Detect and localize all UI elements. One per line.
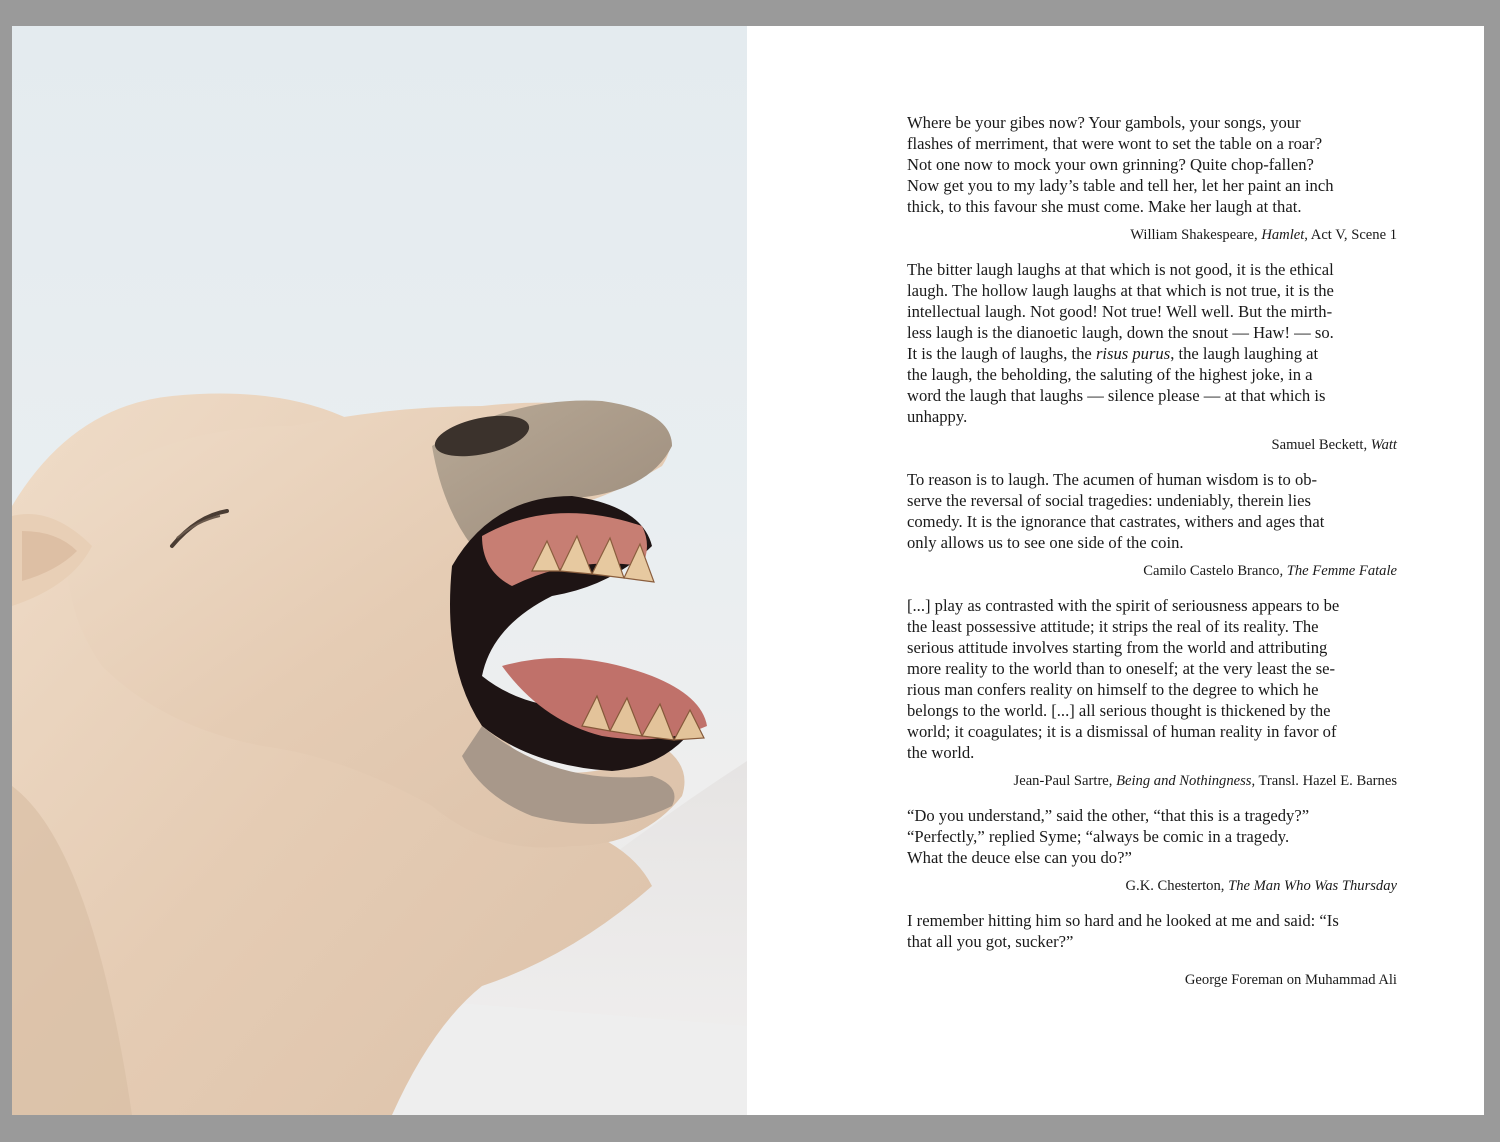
laughing-horse-photo-icon [12, 26, 747, 1115]
quote-beckett: The bitter laugh laughs at that which is not good, it is the ethical laugh. The hollow laugh laughs at that which is not true, it is the intellectual laugh. Not good! Not true! Well well. But the mirth- less laugh is the dianoetic laugh, down the snout — Haw! — so. It is the laugh of laughs, the risus purus, the laugh laughing at the laugh, the beholding, the saluting of the highest joke, in a word the laugh that laughs — silence please — at that which is unhappy. [907, 260, 1334, 426]
attribution-chesterton: G.K. Chesterton, The Man Who Was Thursday [1125, 878, 1397, 894]
attribution-sartre: Jean-Paul Sartre, Being and Nothingness, Transl. Hazel E. Barnes [1013, 773, 1397, 789]
attribution-foreman: George Foreman on Muhammad Ali [1184, 972, 1397, 988]
attribution-shakespeare: William Shakespeare, Hamlet, Act V, Scene 1 [1130, 227, 1397, 243]
attribution-castelo-branco: Camilo Castelo Branco, The Femme Fatale [1143, 563, 1397, 579]
book-spread [12, 26, 1484, 1115]
quote-chesterton: “Do you understand,” said the other, “that this is a tragedy?” “Perfectly,” replied Syme; “always be comic in a tragedy. What the deuce else can you do?” [907, 806, 1310, 867]
text-page [747, 26, 1484, 1115]
quote-sartre: [...] play as contrasted with the spirit of seriousness appears to be the least possessive attitude; it strips the real of its reality. The serious attitude involves starting from the world and attributing more reality to the world than to oneself; at the very least the se- rious man confers reality on himself to the degree to which he belongs to the world. [...] all serious thought is thickened by the world; it coagulates; it is a dismissal of human reality in favor of the world. [907, 596, 1340, 762]
quote-shakespeare: Where be your gibes now? Your gambols, your songs, your flashes of merriment, that were wont to set the table on a roar? Not one now to mock your own grinning? Quite chop-fallen? Now get you to my lady’s table and tell her, let her paint an inch thick, to this favour she must come. Make her laugh at that. [907, 113, 1334, 216]
quote-foreman: I remember hitting him so hard and he looked at me and said: “Is that all you got, sucker?” [907, 911, 1339, 951]
quotes-column [907, 112, 1397, 1004]
quote-castelo-branco: To reason is to laugh. The acumen of human wisdom is to ob- serve the reversal of social tragedies: undeniably, therein lies comedy. It is the ignorance that castrates, withers and ages that only allows us to see one side of the coin. [907, 470, 1325, 552]
photo-page [12, 26, 747, 1115]
attribution-beckett: Samuel Beckett, Watt [1271, 437, 1397, 453]
